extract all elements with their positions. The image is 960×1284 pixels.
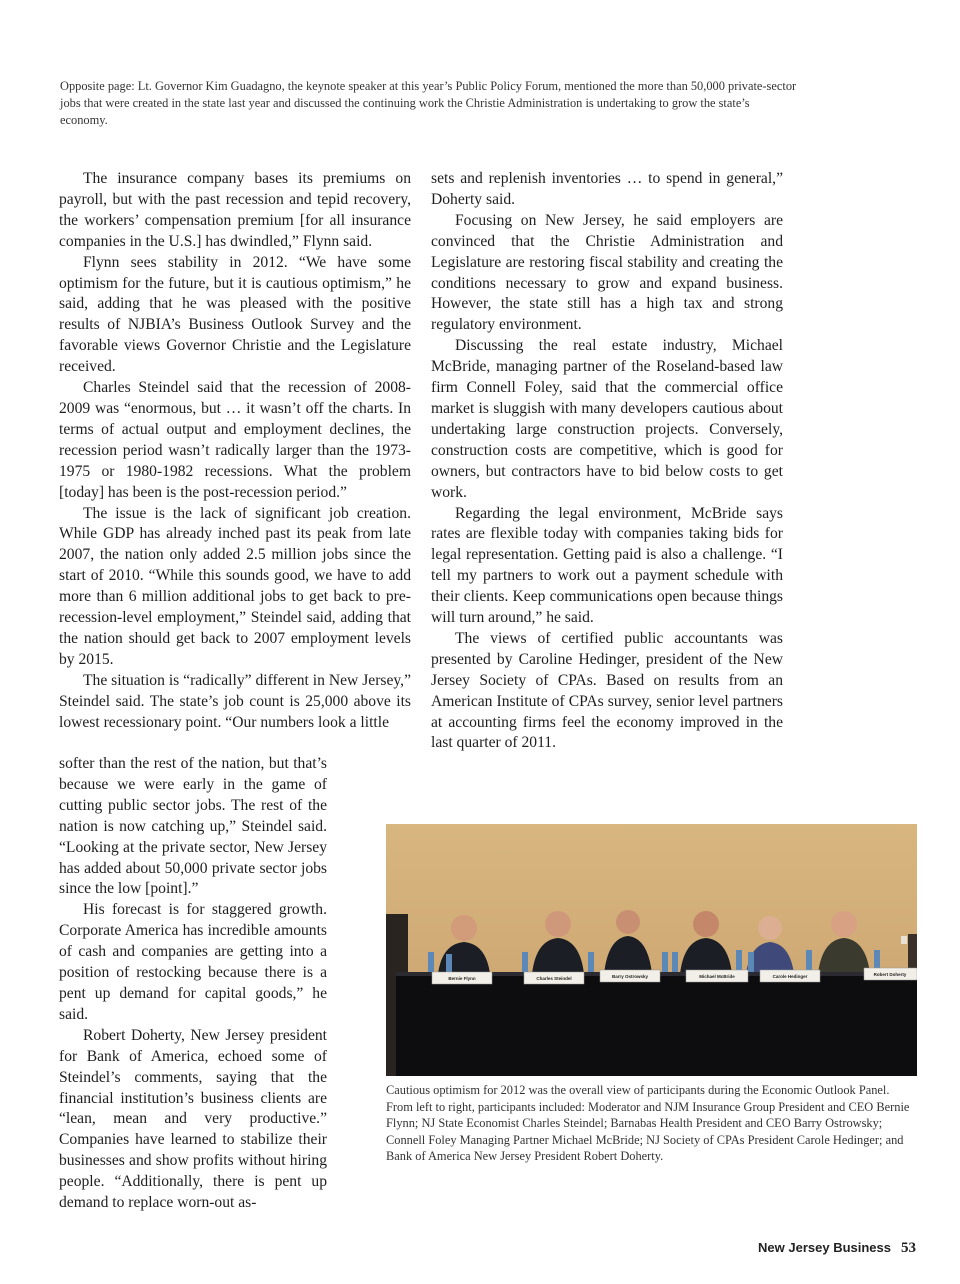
article-column-left [59, 169, 411, 733]
opposite-page-caption: Opposite page: Lt. Governor Kim Guadagno, the keynote speaker at this year’s Public Policy Forum, mentioned the more than 50,000 private-sector jobs that were created in the state last year and discussed the continuing work the Christie Administration is undertaking to grow the state’s economy. [60, 79, 797, 127]
paragraph: softer than the rest of the nation, but that’s because we were early in the game of cutting public sector jobs. The rest of the nation is now catching up,” Steindel said. “Looking at the private sector, New Jersey has added about 50,000 private sector jobs since the low [point].” [59, 755, 327, 898]
paragraph: Robert Doherty, New Jersey president for Bank of America, echoed some of Steindel’s comments, saying that the financial institution’s business clients are “lean, mean and very productive.” Companies have learned to stabilize their businesses and show profits without hiring people. “Additionally, there is pent up demand to replace worn-out as- [59, 1026, 327, 1212]
name-card: Barry Ostrowsky [611, 974, 649, 979]
paragraph: Focusing on New Jersey, he said employers are convinced that the Christie Administration and Legislature are restoring fiscal stability and creating the conditions necessary to grow and expand business. However, the state still has a high tax and strong regulatory environment. [431, 211, 783, 334]
paragraph: Discussing the real estate industry, Michael McBride, managing partner of the Roseland-based law firm Connell Foley, said that the commercial office market is sluggish with many developers cautious about undertaking large construction projects. Conversely, construction costs are competitive, which is good for owners, but contractors have to bid below costs to get work. [431, 337, 783, 501]
name-card: Michael McBride [699, 974, 735, 979]
name-card: Carole Hedinger [772, 974, 808, 979]
name-card: Robert Doherty [873, 972, 907, 977]
page-number: 53 [901, 1240, 916, 1256]
paragraph: Flynn sees stability in 2012. “We have some optimism for the future, but it is cautious optimism,” he said, adding that he was pleased with the positive results of NJBIA’s Business Outlook Survey and the favorable views Governor Christie and the Legislature received. [59, 253, 411, 376]
name-card: Bernie Flynn [448, 976, 476, 981]
paragraph: The views of certified public accountants was presented by Caroline Hedinger, president of the New Jersey Society of CPAs. Based on results from an American Institute of CPAs survey, senior level partners at accounting firms feel the economy improved in the last quarter of 2011. [431, 629, 783, 752]
paragraph: The issue is the lack of significant job creation. While GDP has already inched past its peak from late 2007, the nation only added 2.5 million jobs since the start of 2010. “While this sounds good, we have to add more than 6 million additional jobs to get back to pre-recession-level employment,” Steindel said, adding that the nation should get back to 2007 employment levels by 2015. [59, 504, 411, 668]
name-card: Charles Steindel [536, 976, 572, 981]
paragraph: The situation is “radically” different in New Jersey,” Steindel said. The state’s job count is 25,000 above its lowest recessionary point. “Our numbers look a little [59, 671, 411, 731]
publication-name: New Jersey Business [758, 1240, 891, 1255]
paragraph: His forecast is for staggered growth. Corporate America has incredible amounts of cash and companies are getting into a position of restocking because there is a pent up demand for capital goods,” he said. [59, 901, 327, 1023]
paragraph: sets and replenish inventories … to spend in general,” Doherty said. [431, 170, 783, 208]
panel-photo-illustration [386, 824, 917, 1076]
photo-caption: Cautious optimism for 2012 was the overall view of participants during the Economic Outlook Panel. From left to right, participants included: Moderator and NJM Insurance Group President and CEO Bernie Flynn; NJ State Economist Charles Steindel; Barnabas Health President and CEO Barry Ostrowsky; Connell Foley Managing Partner Michael McBride; NJ Society of CPAs President Carole Hedinger; and Bank of America New Jersey President Robert Doherty. [386, 1083, 910, 1164]
paragraph: The insurance company bases its premiums on payroll, but with the past recession and tepid recovery, the workers’ compensation premium [for all insurance companies in the U.S.] has dwindled,” Flynn said. [59, 170, 411, 250]
panel-photo [386, 824, 917, 1076]
paragraph: Charles Steindel said that the recession of 2008-2009 was “enormous, but … it wasn’t off the charts. In terms of actual output and employment declines, the recession period wasn’t radically larger than the 1973-1975 or 1980-1982 recessions. What the problem [today] has been is the post-recession period.” [59, 379, 411, 501]
paragraph: Regarding the legal environment, McBride says rates are flexible today with companies taking bids for legal representation. Getting paid is also a challenge. “I tell my partners to work out a payment schedule with their clients. Keep communications open because things will turn around,” he said. [431, 504, 783, 627]
article-column-right [431, 169, 783, 754]
page-footer [758, 1240, 916, 1257]
article-column-left-narrow [59, 754, 327, 1214]
